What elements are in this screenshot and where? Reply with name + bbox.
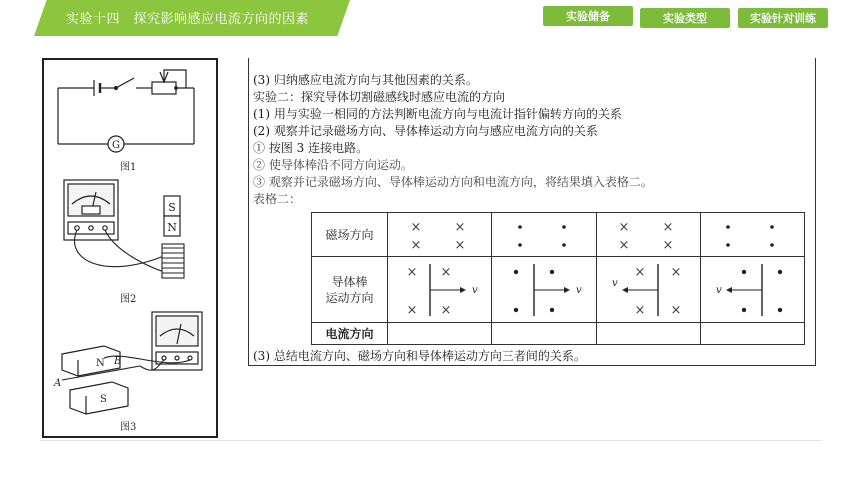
table-cell-motion-3 [596, 257, 700, 323]
rod-right-into-icon [398, 260, 482, 320]
table-cell-motion-2 [492, 257, 596, 323]
fig3-galvanometer-icon [152, 312, 202, 370]
table-row-motion [312, 257, 805, 323]
fig3-label-b: B [114, 356, 122, 367]
svg-text:×: × [454, 237, 466, 253]
nav-button-preparation[interactable]: 实验储备 [543, 6, 633, 26]
table-cell-field-into-2 [596, 213, 700, 257]
fig2-magnet-n-label: N [167, 221, 177, 234]
fig3-label-a: A [54, 378, 62, 389]
fig1-galvanometer-label: G [112, 140, 120, 151]
svg-text:×: × [662, 237, 674, 253]
svg-text:×: × [670, 264, 682, 280]
results-table [311, 212, 805, 345]
table-cell-motion-4 [700, 257, 804, 323]
page-title: 实验十四 探究影响感应电流方向的因素 [66, 12, 310, 27]
svg-text:v: v [471, 284, 478, 296]
text-line-4: (2) 观察并记录磁场方向、导体棒运动方向与感应电流方向的关系 [253, 124, 598, 138]
rod-right-out-icon [502, 260, 586, 320]
text-line-7: ③ 观察并记录磁场方向、导体棒运动方向和电流方向，将结果填入表格二。 [253, 175, 653, 189]
text-line-1: (3) 归纳感应电流方向与其他因素的关系。 [253, 73, 478, 87]
table-row-current [312, 323, 805, 345]
svg-text:×: × [618, 219, 630, 235]
motion-label-line2: 运动方向 [325, 290, 374, 305]
nav-button-types[interactable]: 实验类型 [640, 8, 730, 28]
table-cell-field-out [492, 213, 596, 257]
table-cell-motion-1 [388, 257, 492, 323]
experiment-text-area [248, 58, 816, 366]
svg-text:×: × [670, 302, 682, 318]
svg-text:×: × [440, 302, 452, 318]
fig3-caption: 图3 [120, 422, 137, 433]
fig3-magnet-n-label: N [96, 358, 105, 369]
svg-text:×: × [410, 219, 422, 235]
table-cell-current-3 [596, 323, 700, 345]
svg-text:v: v [612, 277, 618, 289]
svg-text:×: × [618, 237, 630, 253]
text-line-3: (1) 用与实验一相同的方法判断电流方向与电流计指针偏转方向的关系 [253, 107, 622, 121]
nav-button-training[interactable]: 实验针对训练 [738, 8, 828, 28]
table-cell-current-2 [492, 323, 596, 345]
rod-left-out-icon [710, 260, 794, 320]
text-line-6: ② 使导体棒沿不同方向运动。 [253, 158, 413, 172]
svg-text:×: × [406, 302, 418, 318]
svg-text:×: × [634, 302, 646, 318]
svg-text:×: × [454, 219, 466, 235]
fig1-caption: 图1 [120, 162, 137, 173]
svg-text:×: × [410, 237, 422, 253]
figure-panel [42, 58, 218, 438]
circuit-figures-drawing [44, 60, 216, 436]
text-line-8: 表格二： [253, 192, 302, 206]
text-line-closing: (3) 总结电流方向、磁场方向和导体棒运动方向三者间的关系。 [253, 349, 586, 363]
table-cell-current-4 [700, 323, 804, 345]
footer-divider [40, 440, 822, 441]
fig1-circuit-icon [58, 70, 194, 152]
table-cell-field-into [388, 213, 492, 257]
table-label-field-direction: 磁场方向 [312, 213, 388, 257]
table-cell-current-1 [388, 323, 492, 345]
table-row-field [312, 213, 805, 257]
text-line-5: ① 按图 3 连接电路。 [253, 141, 369, 155]
field-into-icon [606, 215, 690, 255]
fig2-coil-icon [162, 244, 184, 278]
fig2-galvanometer-icon [64, 180, 118, 240]
table-label-motion-direction [312, 257, 388, 323]
fig3-magnet-s-label: S [100, 394, 107, 405]
fig2-magnet-s-label: S [168, 201, 176, 214]
svg-text:×: × [634, 264, 646, 280]
svg-text:×: × [406, 264, 418, 280]
svg-text:v: v [716, 284, 723, 296]
field-out-icon [710, 215, 794, 255]
rod-left-into-icon [606, 260, 690, 320]
svg-text:×: × [662, 219, 674, 235]
fig2-caption: 图2 [120, 294, 137, 305]
svg-text:×: × [440, 264, 452, 280]
text-line-2: 实验二：探究导体切割磁感线时感应电流的方向 [253, 90, 506, 104]
table-label-current-direction: 电流方向 [312, 323, 388, 345]
field-into-icon [398, 215, 482, 255]
motion-label-line1: 导体棒 [331, 274, 368, 289]
field-out-icon [502, 215, 586, 255]
svg-text:v: v [575, 284, 582, 296]
table-cell-field-out-2 [700, 213, 804, 257]
